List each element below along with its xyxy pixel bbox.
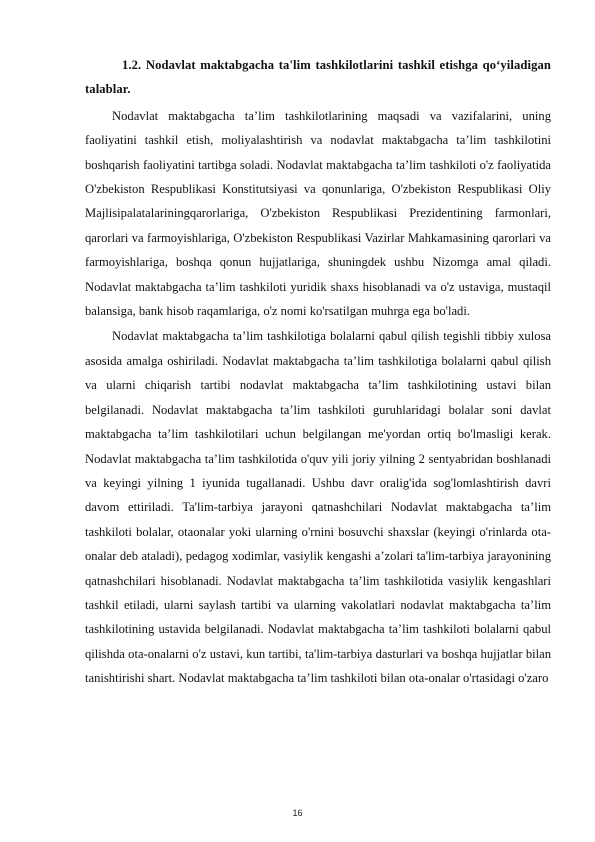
paragraph-1: Nodavlat maktabgacha ta’lim tashkilotlarining maqsadi va vazifalarini, uning faoliyatini tashkil etish, moliyalashtirish va nodavlat maktabgacha ta’lim tashkilotini boshqarish faoliyatini tartibga soladi. Nodavlat maktabgacha ta’lim tashkiloti o'z faoliyatida O'zbekiston Respublikasi Konstitutsiyasi va qonunlariga, O'zbekiston Respublikasi Oliy Majlisipalatalariningqarorlariga, O'zbekiston Respublikasi Prezidentining farmonlari, qarorlari va farmoyishlariga, O'zbekiston Respublikasi Vazirlar Mahkamasining qarorlari va farmoyishlariga, boshqa qonun hujjatlariga, shuningdek ushbu Nizomga amal qiladi. Nodavlat maktabgacha ta’lim tashkiloti yuridik shaxs hisoblanadi va o'z ustaviga, mustaqil balansiga, bank hisob raqamlariga, o'z nomi ko'rsatilgan muhrga ega bo'ladi.: [85, 108, 551, 319]
page-content: [85, 53, 551, 692]
section-heading: 1.2. Nodavlat maktabgacha ta'lim tashkilotlarini tashkil etishga qo‘yiladigan talablar.: [85, 58, 551, 97]
paragraph-2: Nodavlat maktabgacha ta’lim tashkilotiga bolalarni qabul qilish tegishli tibbiy xulosa asosida amalga oshiriladi. Nodavlat maktabgacha ta’lim tashkilotiga bolalarni qabul qilish va ularni chiqarish tartibi nodavlat maktabgacha ta’lim tashkilotining ustavi bilan belgilanadi. Nodavlat maktabgacha ta’lim tashkiloti guruhlaridagi bolalar soni davlat maktabgacha ta’lim tashkilotilari uchun belgilangan me'yordan ortiq bo'lmasligi kerak. Nodavlat maktabgacha ta’lim tashkilotida o'quv yili joriy yilning 2 sentyabridan boshlanadi va keyingi yilning 1 iyunida tugallanadi. Ushbu davr oralig'ida sog'lomlashtirish davri davom ettiriladi. Ta'lim-tarbiya jarayoni qatnashchilari Nodavlat maktabgacha ta’lim tashkiloti bolalar, otaonalar yoki ularning o'rnini bosuvchi shaxslar (keyingi o'rinlarda ota-onalar deb ataladi), pedagog xodimlar, vasiylik kengashi a’zolari ta'lim-tarbiya jarayonining qatnashchilari hisoblanadi. Nodavlat maktabgacha ta’lim tashkilotida vasiylik kengashlari tashkil etiladi, ularni saylash tartibi va ularning vakolatlari nodavlat maktabgacha ta’lim tashkilotining ustavida belgilanadi. Nodavlat maktabgacha ta’lim tashkiloti bolalarni qabul qilishda ota-onalarni o'z ustavi, kun tartibi, ta'lim-tarbiya dasturlari va boshqa hujjatlar bilan tanishtirishi shart. Nodavlat maktabgacha ta’lim tashkiloti bilan ota-onalar o'rtasidagi o'zaro: [85, 329, 551, 686]
page-number: 16: [292, 808, 303, 818]
